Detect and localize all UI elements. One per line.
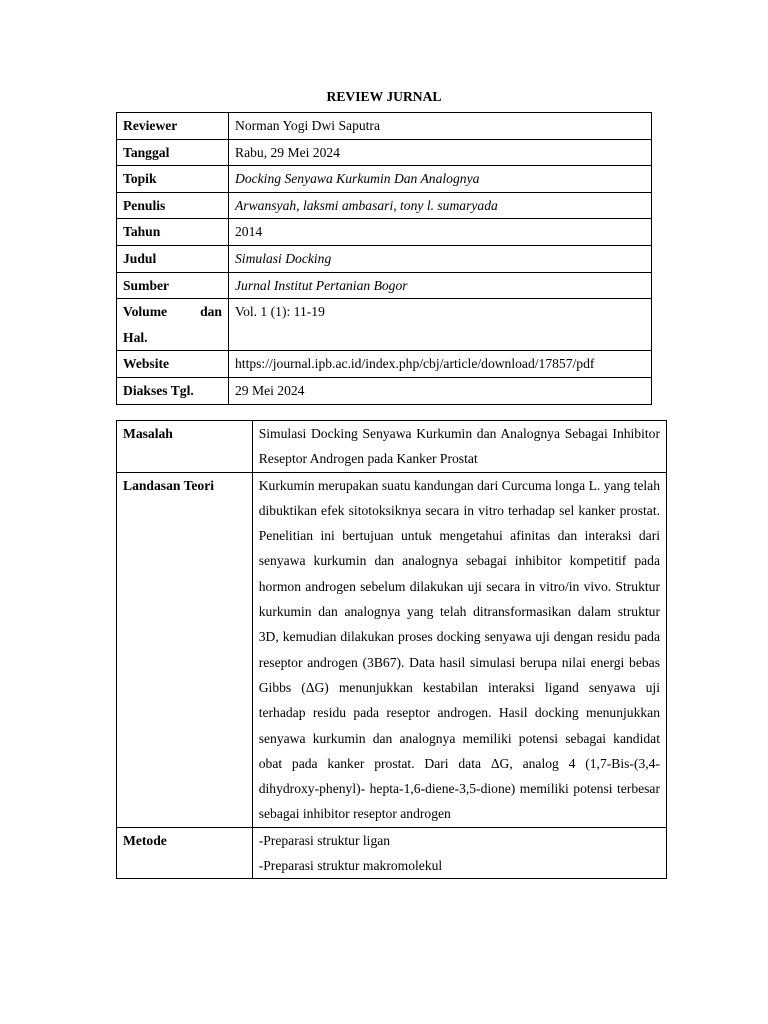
table-row bbox=[117, 192, 652, 219]
table-row bbox=[117, 219, 652, 246]
tanggal-value: Rabu, 29 Mei 2024 bbox=[229, 139, 652, 166]
sumber-label: Sumber bbox=[117, 272, 229, 299]
tahun-label: Tahun bbox=[117, 219, 229, 246]
website-link[interactable]: https://journal.ipb.ac.id/index.php/cbj/article/download/17857/pdf bbox=[229, 351, 652, 378]
table-row bbox=[117, 351, 652, 378]
diakses-label: Diakses Tgl. bbox=[117, 377, 229, 404]
journal-info-table bbox=[116, 112, 652, 405]
topik-label: Topik bbox=[117, 166, 229, 193]
masalah-label: Masalah bbox=[117, 421, 253, 473]
tanggal-label: Tanggal bbox=[117, 139, 229, 166]
table-row bbox=[117, 113, 652, 140]
table-row bbox=[117, 421, 667, 473]
volume-value: Vol. 1 (1): 11-19 bbox=[229, 299, 652, 351]
reviewer-value: Norman Yogi Dwi Saputra bbox=[229, 113, 652, 140]
page-title: REVIEW JURNAL bbox=[326, 89, 442, 104]
table-row bbox=[117, 299, 652, 351]
topik-value: Docking Senyawa Kurkumin Dan Analognya bbox=[229, 166, 652, 193]
judul-label: Judul bbox=[117, 245, 229, 272]
volume-label-part: dan bbox=[200, 304, 222, 320]
tahun-value: 2014 bbox=[229, 219, 652, 246]
penulis-label: Penulis bbox=[117, 192, 229, 219]
reviewer-label: Reviewer bbox=[117, 113, 229, 140]
table-row bbox=[117, 827, 667, 879]
penulis-value: Arwansyah, laksmi ambasari, tony l. sumaryada bbox=[229, 192, 652, 219]
judul-value: Simulasi Docking bbox=[229, 245, 652, 272]
table-row bbox=[117, 272, 652, 299]
website-label: Website bbox=[117, 351, 229, 378]
table-row bbox=[117, 472, 667, 827]
list-item: -Preparasi struktur ligan bbox=[258, 832, 391, 848]
metode-list bbox=[252, 827, 666, 879]
landasan-teori-label: Landasan Teori bbox=[117, 472, 253, 827]
table-row bbox=[117, 245, 652, 272]
table-row bbox=[117, 139, 652, 166]
volume-label-part: Volume bbox=[123, 304, 168, 320]
volume-label-part: Hal. bbox=[123, 329, 148, 345]
sumber-value: Jurnal Institut Pertanian Bogor bbox=[229, 272, 652, 299]
review-table bbox=[116, 420, 667, 879]
masalah-text: Simulasi Docking Senyawa Kurkumin dan Analognya Sebagai Inhibitor Reseptor Androgen pada Kanker Prostat bbox=[252, 421, 666, 473]
landasan-teori-text: Kurkumin merupakan suatu kandungan dari Curcuma longa L. yang telah dibuktikan efek sitotoksiknya secara in vitro terhadap sel kanker prostat. Penelitian ini bertujuan untuk mengetahui afinitas dan interaksi dari senyawa kurkumin dan analognya sebagai inhibitor kompetitif pada hormon androgen sebelum dilakukan uji secara in vitro/in vivo. Struktur kurkumin dan analognya yang telah ditransformasikan dalam struktur 3D, kemudian dilakukan proses docking senyawa uji dengan residu pada reseptor androgen (3B67). Data hasil simulasi berupa nilai energi bebas Gibbs (ΔG) menunjukkan kestabilan interaksi ligand senyawa uji terhadap residu pada reseptor androgen. Hasil docking menunjukkan senyawa kurkumin dan analognya memiliki potensi sebagai kandidat obat pada kanker prostat. Dari data ΔG, analog 4 (1,7-Bis-(3,4-dihydroxy-phenyl)- hepta-1,6-diene-3,5-dione) memiliki potensi terbesar sebagai inhibitor reseptor androgen bbox=[252, 472, 666, 827]
table-row bbox=[117, 377, 652, 404]
metode-label: Metode bbox=[117, 827, 253, 879]
table-row bbox=[117, 166, 652, 193]
diakses-value: 29 Mei 2024 bbox=[229, 377, 652, 404]
volume-label bbox=[117, 299, 229, 351]
list-item: -Preparasi struktur makromolekul bbox=[258, 858, 443, 874]
